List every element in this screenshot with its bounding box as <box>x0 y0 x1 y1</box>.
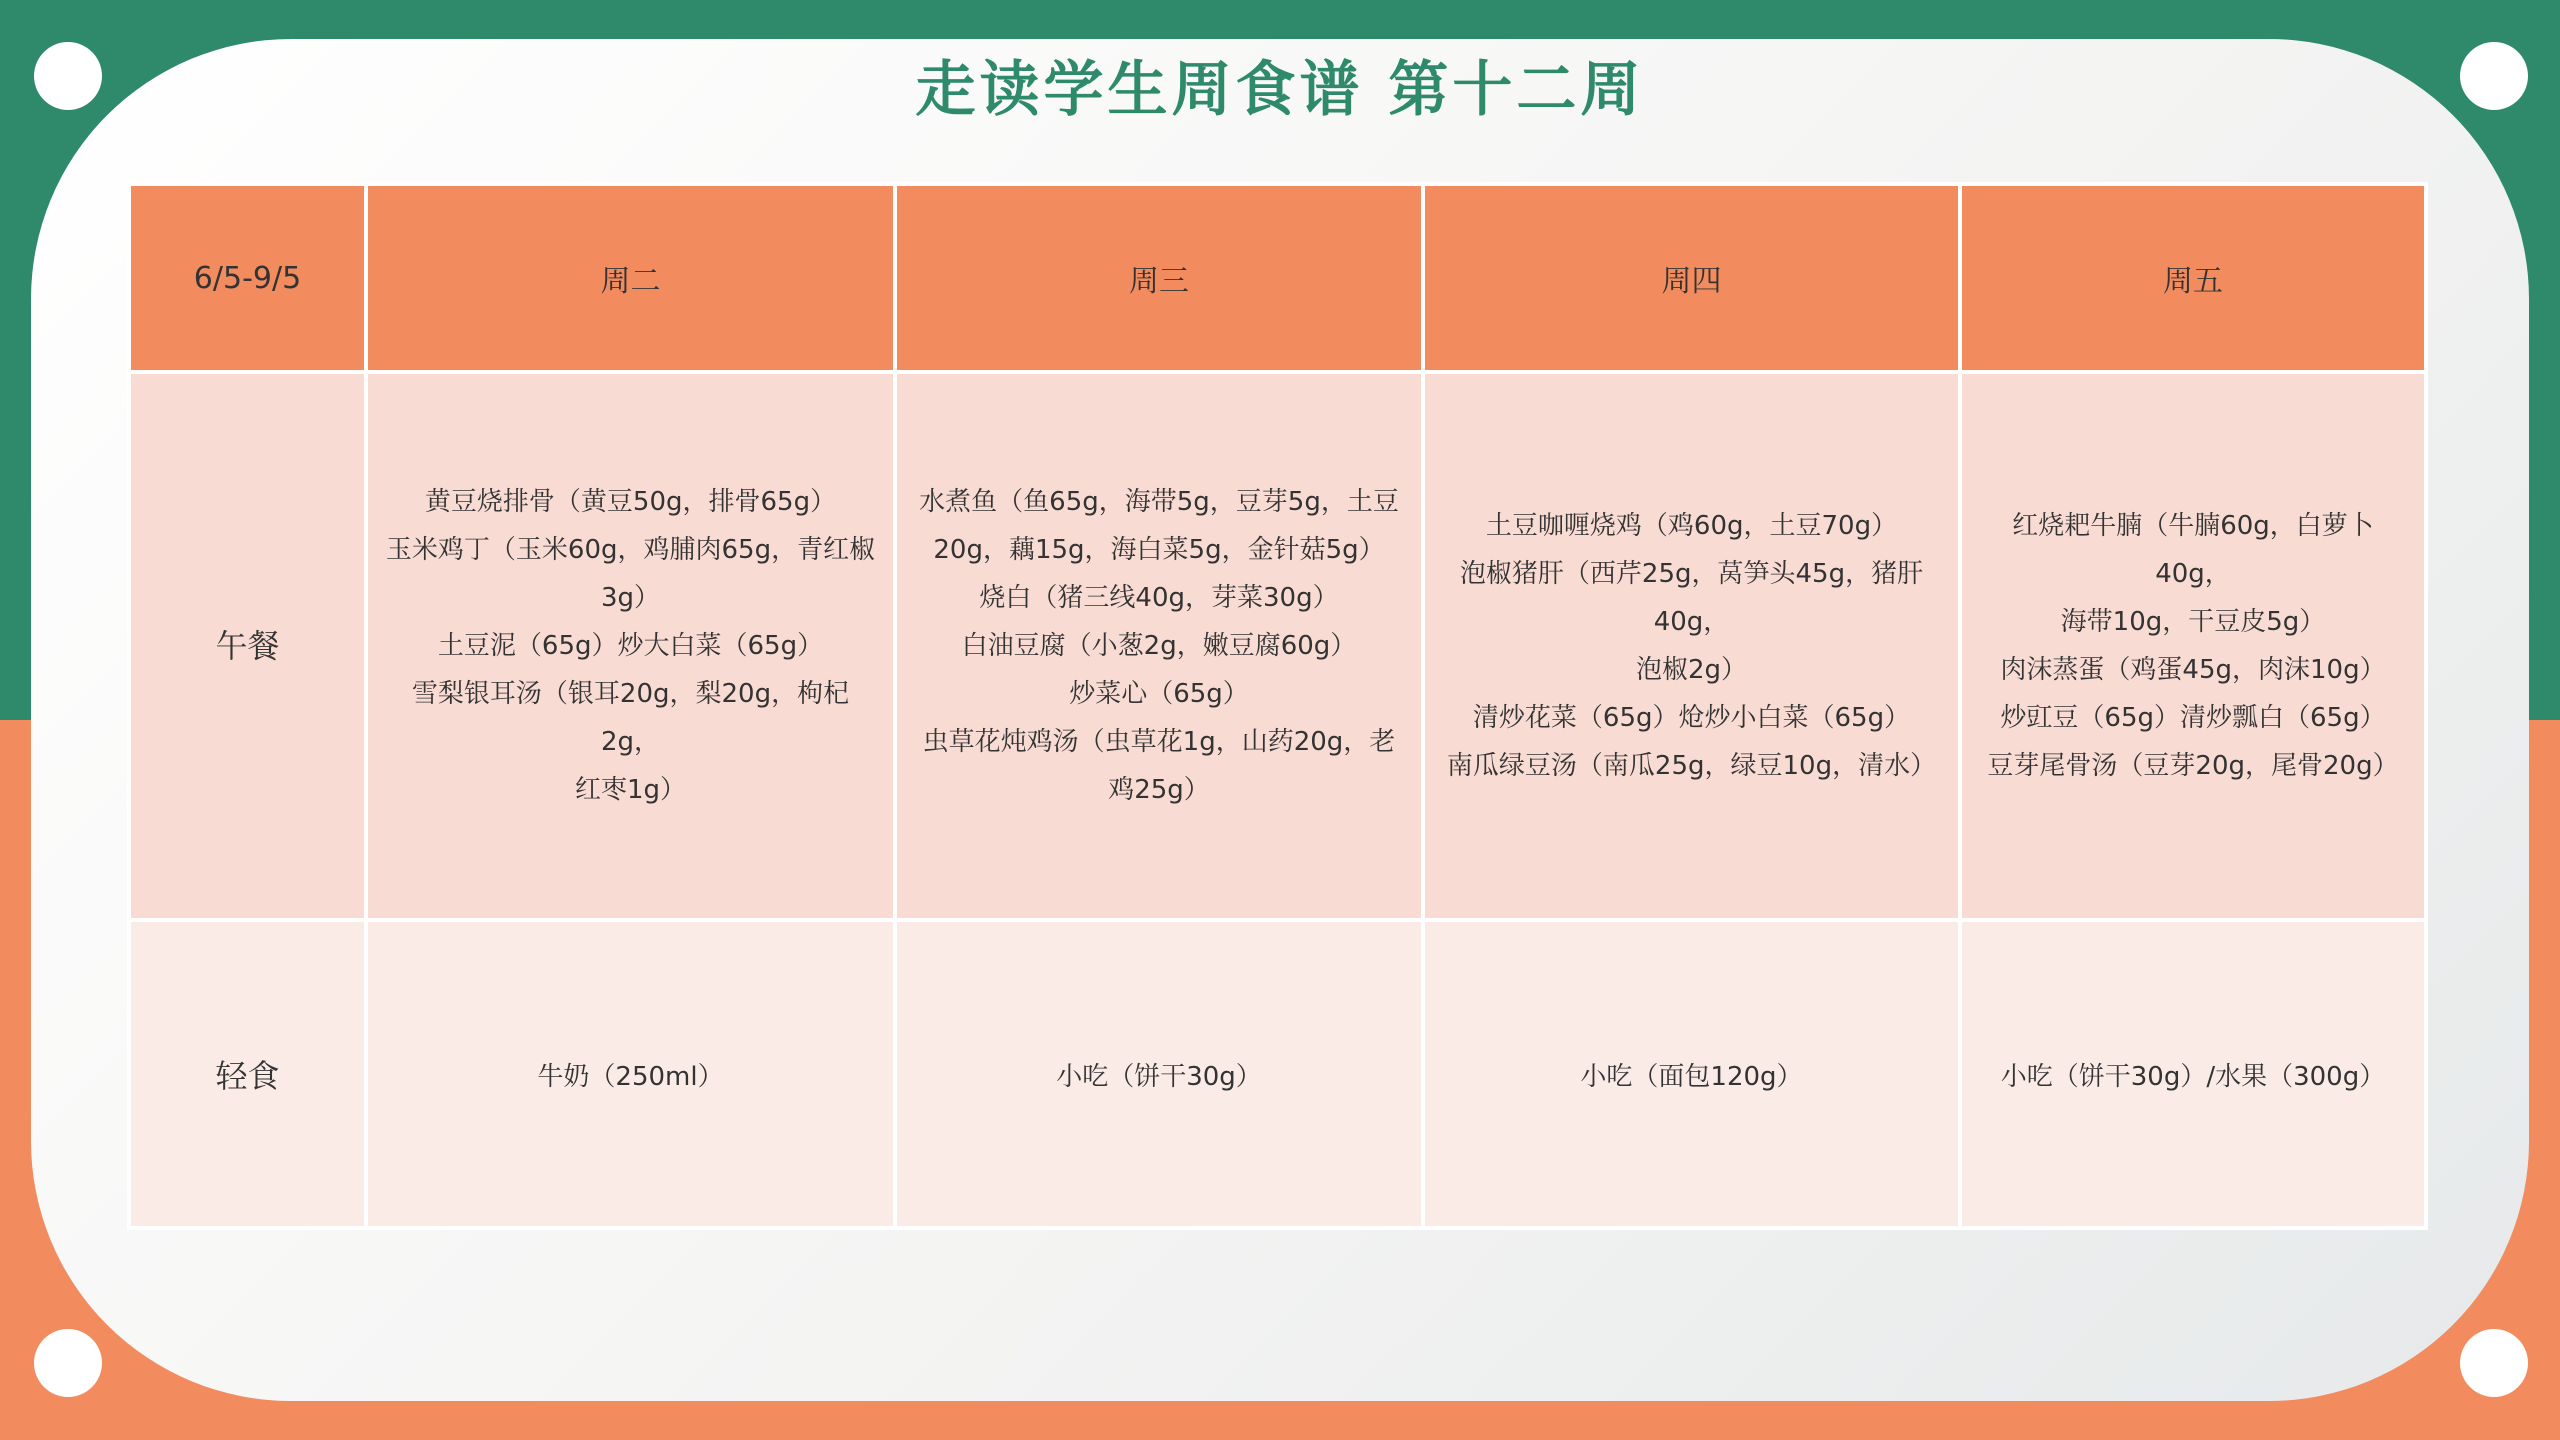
menu-line: 烧白（猪三线40g，芽菜30g） <box>979 583 1339 613</box>
snack-cell-friday: 小吃（饼干30g）/水果（300g） <box>1960 920 2426 1228</box>
menu-line: 红枣1g） <box>574 775 687 805</box>
menu-line: 红烧耙牛腩（牛腩60g，白萝卜40g， <box>2012 511 2374 589</box>
header-cell-wednesday: 周三 <box>895 184 1423 372</box>
menu-line: 黄豆烧排骨（黄豆50g，排骨65g） <box>424 487 837 517</box>
menu-line: 白油豆腐（小葱2g，嫩豆腐60g） <box>961 631 1357 661</box>
menu-line: 鸡25g） <box>1108 775 1210 805</box>
snack-cell-wednesday: 小吃（饼干30g） <box>895 920 1423 1228</box>
menu-line: 水煮鱼（鱼65g，海带5g，豆芽5g，土豆 <box>919 487 1399 517</box>
snack-cell-tuesday: 牛奶（250ml） <box>366 920 895 1228</box>
menu-line: 肉沫蒸蛋（鸡蛋45g，肉沫10g） <box>2000 655 2386 685</box>
menu-table <box>127 182 2428 1230</box>
menu-line: 泡椒猪肝（西芹25g，莴笋头45g，猪肝40g， <box>1459 559 1924 637</box>
header-cell-tuesday: 周二 <box>366 184 895 372</box>
header-cell-friday: 周五 <box>1960 184 2426 372</box>
corner-dot-bottom-right <box>2460 1329 2528 1397</box>
menu-line: 玉米鸡丁（玉米60g，鸡脯肉65g，青红椒 <box>385 535 876 565</box>
menu-line: 3g） <box>600 583 661 613</box>
menu-line: 土豆咖喱烧鸡（鸡60g，土豆70g） <box>1485 511 1898 541</box>
menu-line: 泡椒2g） <box>1635 655 1748 685</box>
menu-line: 雪梨银耳汤（银耳20g，梨20g，枸杞2g， <box>411 679 850 757</box>
menu-line: 炒豇豆（65g）清炒瓢白（65g） <box>2000 703 2386 733</box>
menu-line: 南瓜绿豆汤（南瓜25g，绿豆10g，清水） <box>1446 751 1937 781</box>
menu-line: 豆芽尾骨汤（豆芽20g，尾骨20g） <box>1987 751 2399 781</box>
lunch-cell-wednesday <box>895 372 1423 920</box>
menu-line: 土豆泥（65g）炒大白菜（65g） <box>437 631 824 661</box>
menu-line: 炒菜心（65g） <box>1069 679 1249 709</box>
lunch-label: 午餐 <box>129 372 366 920</box>
page-title: 走读学生周食谱 第十二周 <box>915 55 1645 125</box>
lunch-cell-thursday <box>1423 372 1960 920</box>
header-row <box>129 184 2426 372</box>
snack-cell-thursday: 小吃（面包120g） <box>1423 920 1960 1228</box>
header-cell-date: 6/5-9/5 <box>129 184 366 372</box>
snack-row <box>129 920 2426 1228</box>
header-cell-thursday: 周四 <box>1423 184 1960 372</box>
menu-line: 20g，藕15g，海白菜5g，金针菇5g） <box>933 535 1385 565</box>
lunch-cell-friday <box>1960 372 2426 920</box>
menu-line: 清炒花菜（65g）炝炒小白菜（65g） <box>1472 703 1911 733</box>
menu-line: 海带10g，干豆皮5g） <box>2060 607 2326 637</box>
lunch-cell-tuesday <box>366 372 895 920</box>
menu-line: 虫草花炖鸡汤（虫草花1g，山药20g，老 <box>922 727 1396 757</box>
corner-dot-bottom-left <box>34 1329 102 1397</box>
lunch-row <box>129 372 2426 920</box>
snack-label: 轻食 <box>129 920 366 1228</box>
